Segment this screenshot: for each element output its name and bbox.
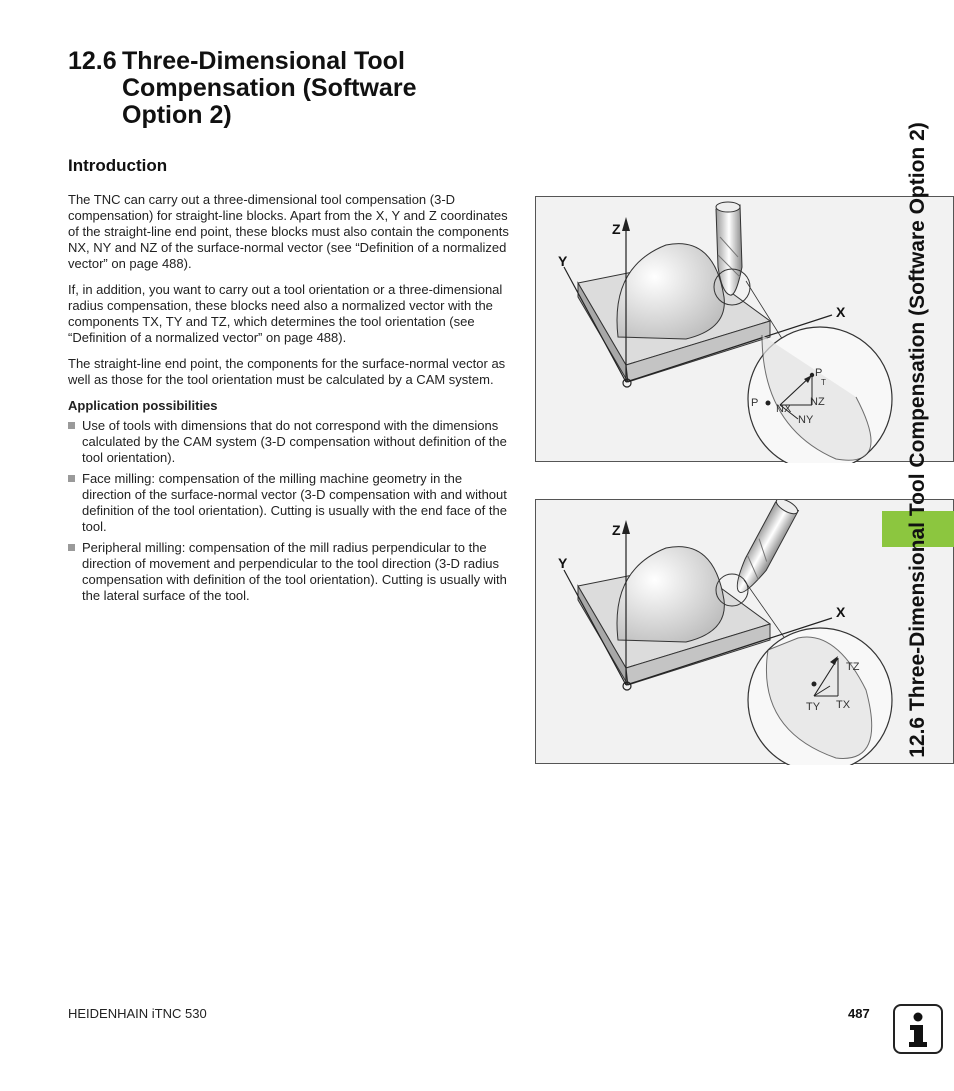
point-pt-label: P [815,367,823,379]
page-number: 487 [848,1006,870,1021]
title-line-2: Compensation (Software [122,74,417,102]
point-pt-subscript: T [821,378,826,387]
info-icon [893,1004,943,1054]
title-line-3: Option 2) [122,101,232,129]
ny-label: NY [798,414,814,426]
axis-x-label: X [836,304,846,320]
section-number: 12.6 [68,47,117,75]
axis-x-label: X [836,604,846,620]
applications-heading: Application possibilities [68,398,218,413]
intro-paragraph-2: If, in addition, you want to carry out a tool orientation or a three-dimensional radius compensation, these blocks need also a normalized vector with the components TX, TY and TZ, which determines the tool orientation (see “Definition of a normalized vector” on page 488). [68,282,503,345]
list-item [68,418,512,466]
list-item [68,471,512,535]
bullet-square-icon [68,422,75,429]
point-p-label: P [751,397,759,409]
bullet-square-icon [68,544,75,551]
intro-paragraph-3: The straight-line end point, the components for the surface-normal vector as well as those for the tool orientation must be calculated by a CAM system. [68,356,506,387]
side-chapter-title: 12.6 Three-Dimensional Tool Compensation (Software Option 2) [906,122,929,758]
bullet-text: Use of tools with dimensions that do not correspond with the dimensions calculated by the CAM system (3-D compensation without definition of the tool orientation). [82,418,507,465]
bullet-text: Face milling: compensation of the milling machine geometry in the direction of the surface-normal vector (3-D compensation with and without definition of the tool orientation). Cutting is usually with the end face of the tool. [82,471,507,534]
page-title [68,48,528,129]
axis-y-label: Y [558,555,568,571]
nx-label: NX [776,403,792,415]
axis-z-label: Z [612,522,621,538]
list-item [68,540,512,604]
bullet-text: Peripheral milling: compensation of the mill radius perpendicular to the direction of movement and perpendicular to the tool direction (3-D radius compensation with definition of the tool orientation). Cutting is usually with the lateral surface of the tool. [82,540,507,603]
footer-manual-name: HEIDENHAIN iTNC 530 [68,1006,207,1021]
figure-1-drawing [536,197,954,463]
title-line-1: Three-Dimensional Tool [122,47,405,75]
axis-z-label: Z [612,221,621,237]
introduction-heading: Introduction [68,156,168,175]
body-text [68,192,512,609]
intro-paragraph-1: The TNC can carry out a three-dimensional tool compensation (3-D compensation) for straight-line blocks. Apart from the X, Y and Z coordinates of the straight-line end point, these blocks must also contain the components NX, NY and NZ of the surface-normal vector (see “Definition of a normalized vector” on page 488). [68,192,509,271]
tz-label: TZ [846,661,860,673]
bullet-square-icon [68,475,75,482]
axis-y-label: Y [558,253,568,269]
nz-label: NZ [810,396,825,408]
figure-surface-normal-vector [535,196,954,462]
tx-label: TX [836,699,851,711]
ty-label: TY [806,701,821,713]
